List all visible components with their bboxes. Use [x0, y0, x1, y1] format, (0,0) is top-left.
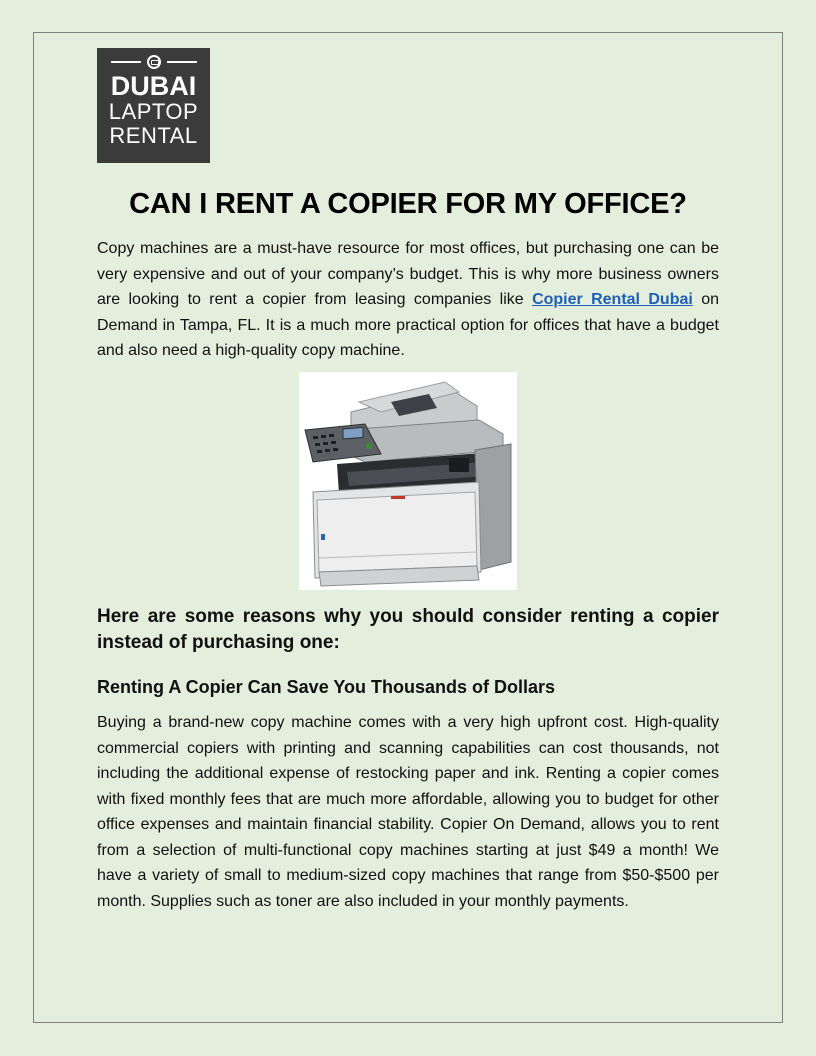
page-title: CAN I RENT A COPIER FOR MY OFFICE? [129, 188, 687, 220]
intro-paragraph [97, 236, 719, 364]
laptop-icon [147, 55, 161, 69]
logo-emblem [97, 54, 210, 70]
reasons-heading: Here are some reasons why you should consider renting a copier instead of purchasing one: [97, 606, 719, 653]
logo-line-rental: RENTAL [109, 123, 198, 148]
copier-rental-dubai-link[interactable]: Copier Rental Dubai [532, 291, 693, 308]
company-logo [97, 48, 210, 163]
logo-rule-right [167, 61, 197, 63]
section-body-save-money: Buying a brand-new copy machine comes with a very high upfront cost. High-quality commercial copiers with printing and scanning capabilities can cost thousands, not including the additional expense of restocking paper and ink. Renting a copier comes with fixed monthly fees that are much more affordable, allowing you to budget for other office expenses and maintain financial stability. Copier On Demand, allows you to rent from a selection of multi-functional copy machines starting at just $49 a month! We have a variety of small to medium-sized copy machines that range from $50-$500 per month. Supplies such as toner are also included in your monthly payments. [97, 714, 719, 910]
logo-rule-left [111, 61, 141, 63]
logo-line-dubai: DUBAI [110, 71, 197, 101]
intro-text-after-link: on Demand in Tampa, FL. It is a much more practical option for offices that have a budget and also need a high-quality copy machine. [97, 291, 719, 359]
copier-image [299, 372, 517, 590]
logo-line-laptop: LAPTOP [108, 99, 199, 124]
copier-illustration [299, 372, 517, 590]
intro-text-before-link: Copy machines are a must-have resource for most offices, but purchasing one can be very expensive and out of your company’s budget. This is why more business owners are looking to rent a copier from leasing companies like [97, 240, 719, 308]
section-heading-save-money: Renting A Copier Can Save You Thousands of Dollars [97, 677, 556, 697]
